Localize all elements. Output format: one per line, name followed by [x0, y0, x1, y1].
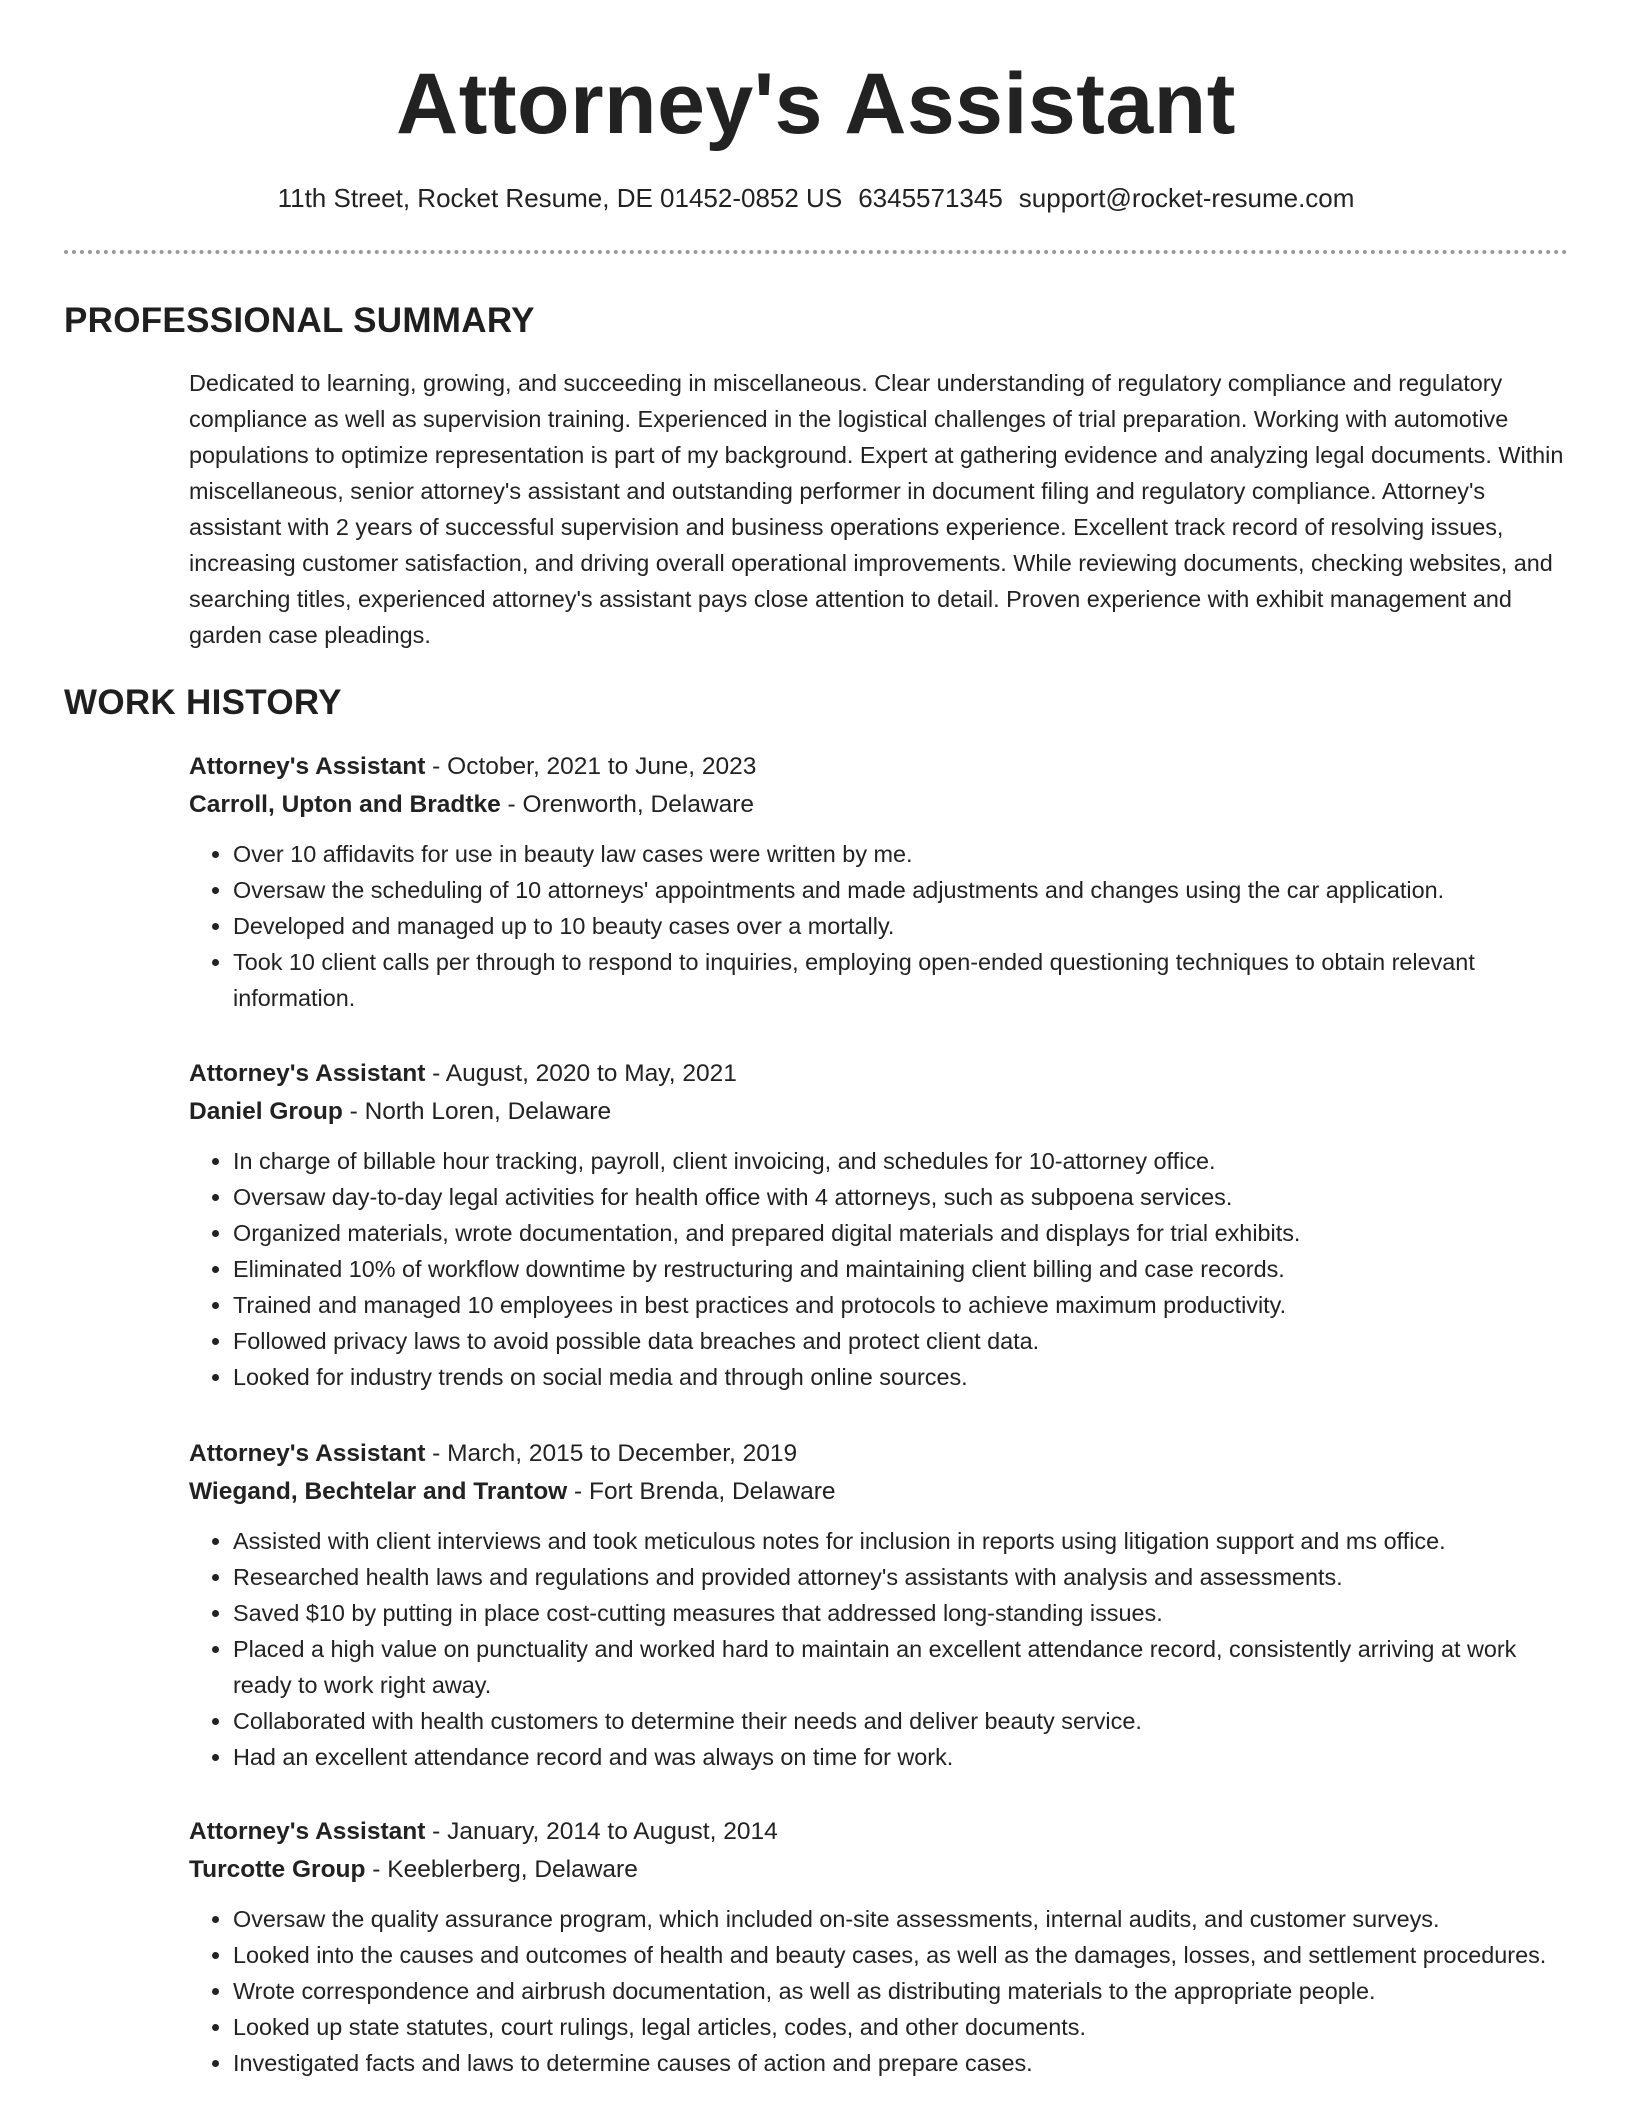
list-item: • Organized materials, wrote documentation, and prepared digital materials and displays for trial exhibits.: [233, 1215, 1569, 1251]
job-entry: [189, 748, 1569, 1016]
job-title-line: [189, 1435, 1569, 1473]
job-role: Attorney's Assistant: [189, 753, 426, 780]
job-location: - North Loren, Delaware: [342, 1098, 612, 1125]
job-dates: - October, 2021 to June, 2023: [425, 753, 757, 780]
list-item: • Placed a high value on punctuality and worked hard to maintain an excellent attendance record, consistently arriving at work ready to work right away.: [233, 1631, 1569, 1703]
work-history-heading: WORK HISTORY: [64, 683, 342, 722]
job-bullets: [189, 1901, 1569, 2081]
contact-phone: 6345571345: [858, 183, 1003, 213]
list-item: • Assisted with client interviews and took meticulous notes for inclusion in reports using litigation support and ms office.: [233, 1523, 1569, 1559]
job-bullets: [189, 836, 1569, 1016]
list-item: • Researched health laws and regulations and provided attorney's assistants with analysis and assessments.: [233, 1559, 1569, 1595]
job-title-line: [189, 1055, 1569, 1093]
job-company: Turcotte Group: [189, 1856, 366, 1883]
list-item: • Developed and managed up to 10 beauty cases over a mortally.: [233, 908, 1569, 944]
list-item: • Collaborated with health customers to determine their needs and deliver beauty service.: [233, 1703, 1569, 1739]
job-entry: [189, 1435, 1569, 1775]
job-company-line: [189, 786, 1569, 824]
list-item: • Wrote correspondence and airbrush documentation, as well as distributing materials to the appropriate people.: [233, 1973, 1569, 2009]
list-item: • Oversaw day-to-day legal activities for health office with 4 attorneys, such as subpoena services.: [233, 1179, 1569, 1215]
list-item: • Over 10 affidavits for use in beauty law cases were written by me.: [233, 836, 1569, 872]
contact-email: support@rocket-resume.com: [1018, 183, 1355, 213]
contact-line: [0, 180, 1632, 216]
job-company-line: [189, 1851, 1569, 1889]
contact-address: 11th Street, Rocket Resume, DE 01452-0852 US: [277, 183, 843, 213]
summary-text: Dedicated to learning, growing, and succeeding in miscellaneous. Clear understanding of regulatory compliance and regulatory compliance as well as supervision training. Experienced in the logistical challenges of trial preparation. Working with automotive populations to optimize representation is part of my background. Expert at gathering evidence and analyzing legal documents. Within miscellaneous, senior attorney's assistant and outstanding performer in document filing and regulatory compliance. Attorney's assistant with 2 years of successful supervision and business operations experience. Excellent track record of resolving issues, increasing customer satisfaction, and driving overall operational improvements. While reviewing documents, checking websites, and searching titles, experienced attorney's assistant pays close attention to detail. Proven experience with exhibit management and garden case pleadings.: [189, 370, 1564, 648]
job-company: Wiegand, Bechtelar and Trantow: [189, 1478, 568, 1505]
job-company-line: [189, 1093, 1569, 1131]
job-location: - Orenworth, Delaware: [500, 791, 754, 818]
job-company-line: [189, 1473, 1569, 1511]
job-role: Attorney's Assistant: [189, 1440, 426, 1467]
list-item: • Looked into the causes and outcomes of health and beauty cases, as well as the damages, losses, and settlement procedures.: [233, 1937, 1569, 1973]
page-title: Attorney's Assistant: [396, 56, 1236, 152]
summary-heading: PROFESSIONAL SUMMARY: [64, 301, 535, 340]
list-item: • Followed privacy laws to avoid possible data breaches and protect client data.: [233, 1323, 1569, 1359]
list-item: • Eliminated 10% of workflow downtime by restructuring and maintaining client billing and case records.: [233, 1251, 1569, 1287]
list-item: • Had an excellent attendance record and was always on time for work.: [233, 1739, 1569, 1775]
header-divider: [64, 250, 1568, 254]
list-item: • In charge of billable hour tracking, payroll, client invoicing, and schedules for 10-attorney office.: [233, 1143, 1569, 1179]
job-dates: - March, 2015 to December, 2019: [425, 1440, 798, 1467]
job-company: Carroll, Upton and Bradtke: [189, 791, 501, 818]
job-bullets: [189, 1143, 1569, 1395]
job-role: Attorney's Assistant: [189, 1060, 426, 1087]
list-item: • Investigated facts and laws to determine causes of action and prepare cases.: [233, 2045, 1569, 2081]
job-location: - Fort Brenda, Delaware: [567, 1478, 836, 1505]
list-item: • Trained and managed 10 employees in best practices and protocols to achieve maximum productivity.: [233, 1287, 1569, 1323]
job-role: Attorney's Assistant: [189, 1818, 426, 1845]
list-item: • Oversaw the quality assurance program, which included on-site assessments, internal audits, and customer surveys.: [233, 1901, 1569, 1937]
list-item: • Took 10 client calls per through to respond to inquiries, employing open-ended questioning techniques to obtain relevant information.: [233, 944, 1569, 1016]
list-item: • Looked for industry trends on social media and through online sources.: [233, 1359, 1569, 1395]
job-dates: - January, 2014 to August, 2014: [425, 1818, 778, 1845]
job-company: Daniel Group: [189, 1098, 343, 1125]
job-title-line: [189, 1813, 1569, 1851]
job-dates: - August, 2020 to May, 2021: [425, 1060, 737, 1087]
list-item: • Oversaw the scheduling of 10 attorneys' appointments and made adjustments and changes using the car application.: [233, 872, 1569, 908]
job-entry: [189, 1055, 1569, 1395]
job-location: - Keeblerberg, Delaware: [365, 1856, 638, 1883]
list-item: • Saved $10 by putting in place cost-cutting measures that addressed long-standing issues.: [233, 1595, 1569, 1631]
job-bullets: [189, 1523, 1569, 1775]
job-title-line: [189, 748, 1569, 786]
list-item: • Looked up state statutes, court rulings, legal articles, codes, and other documents.: [233, 2009, 1569, 2045]
job-entry: [189, 1813, 1569, 2081]
